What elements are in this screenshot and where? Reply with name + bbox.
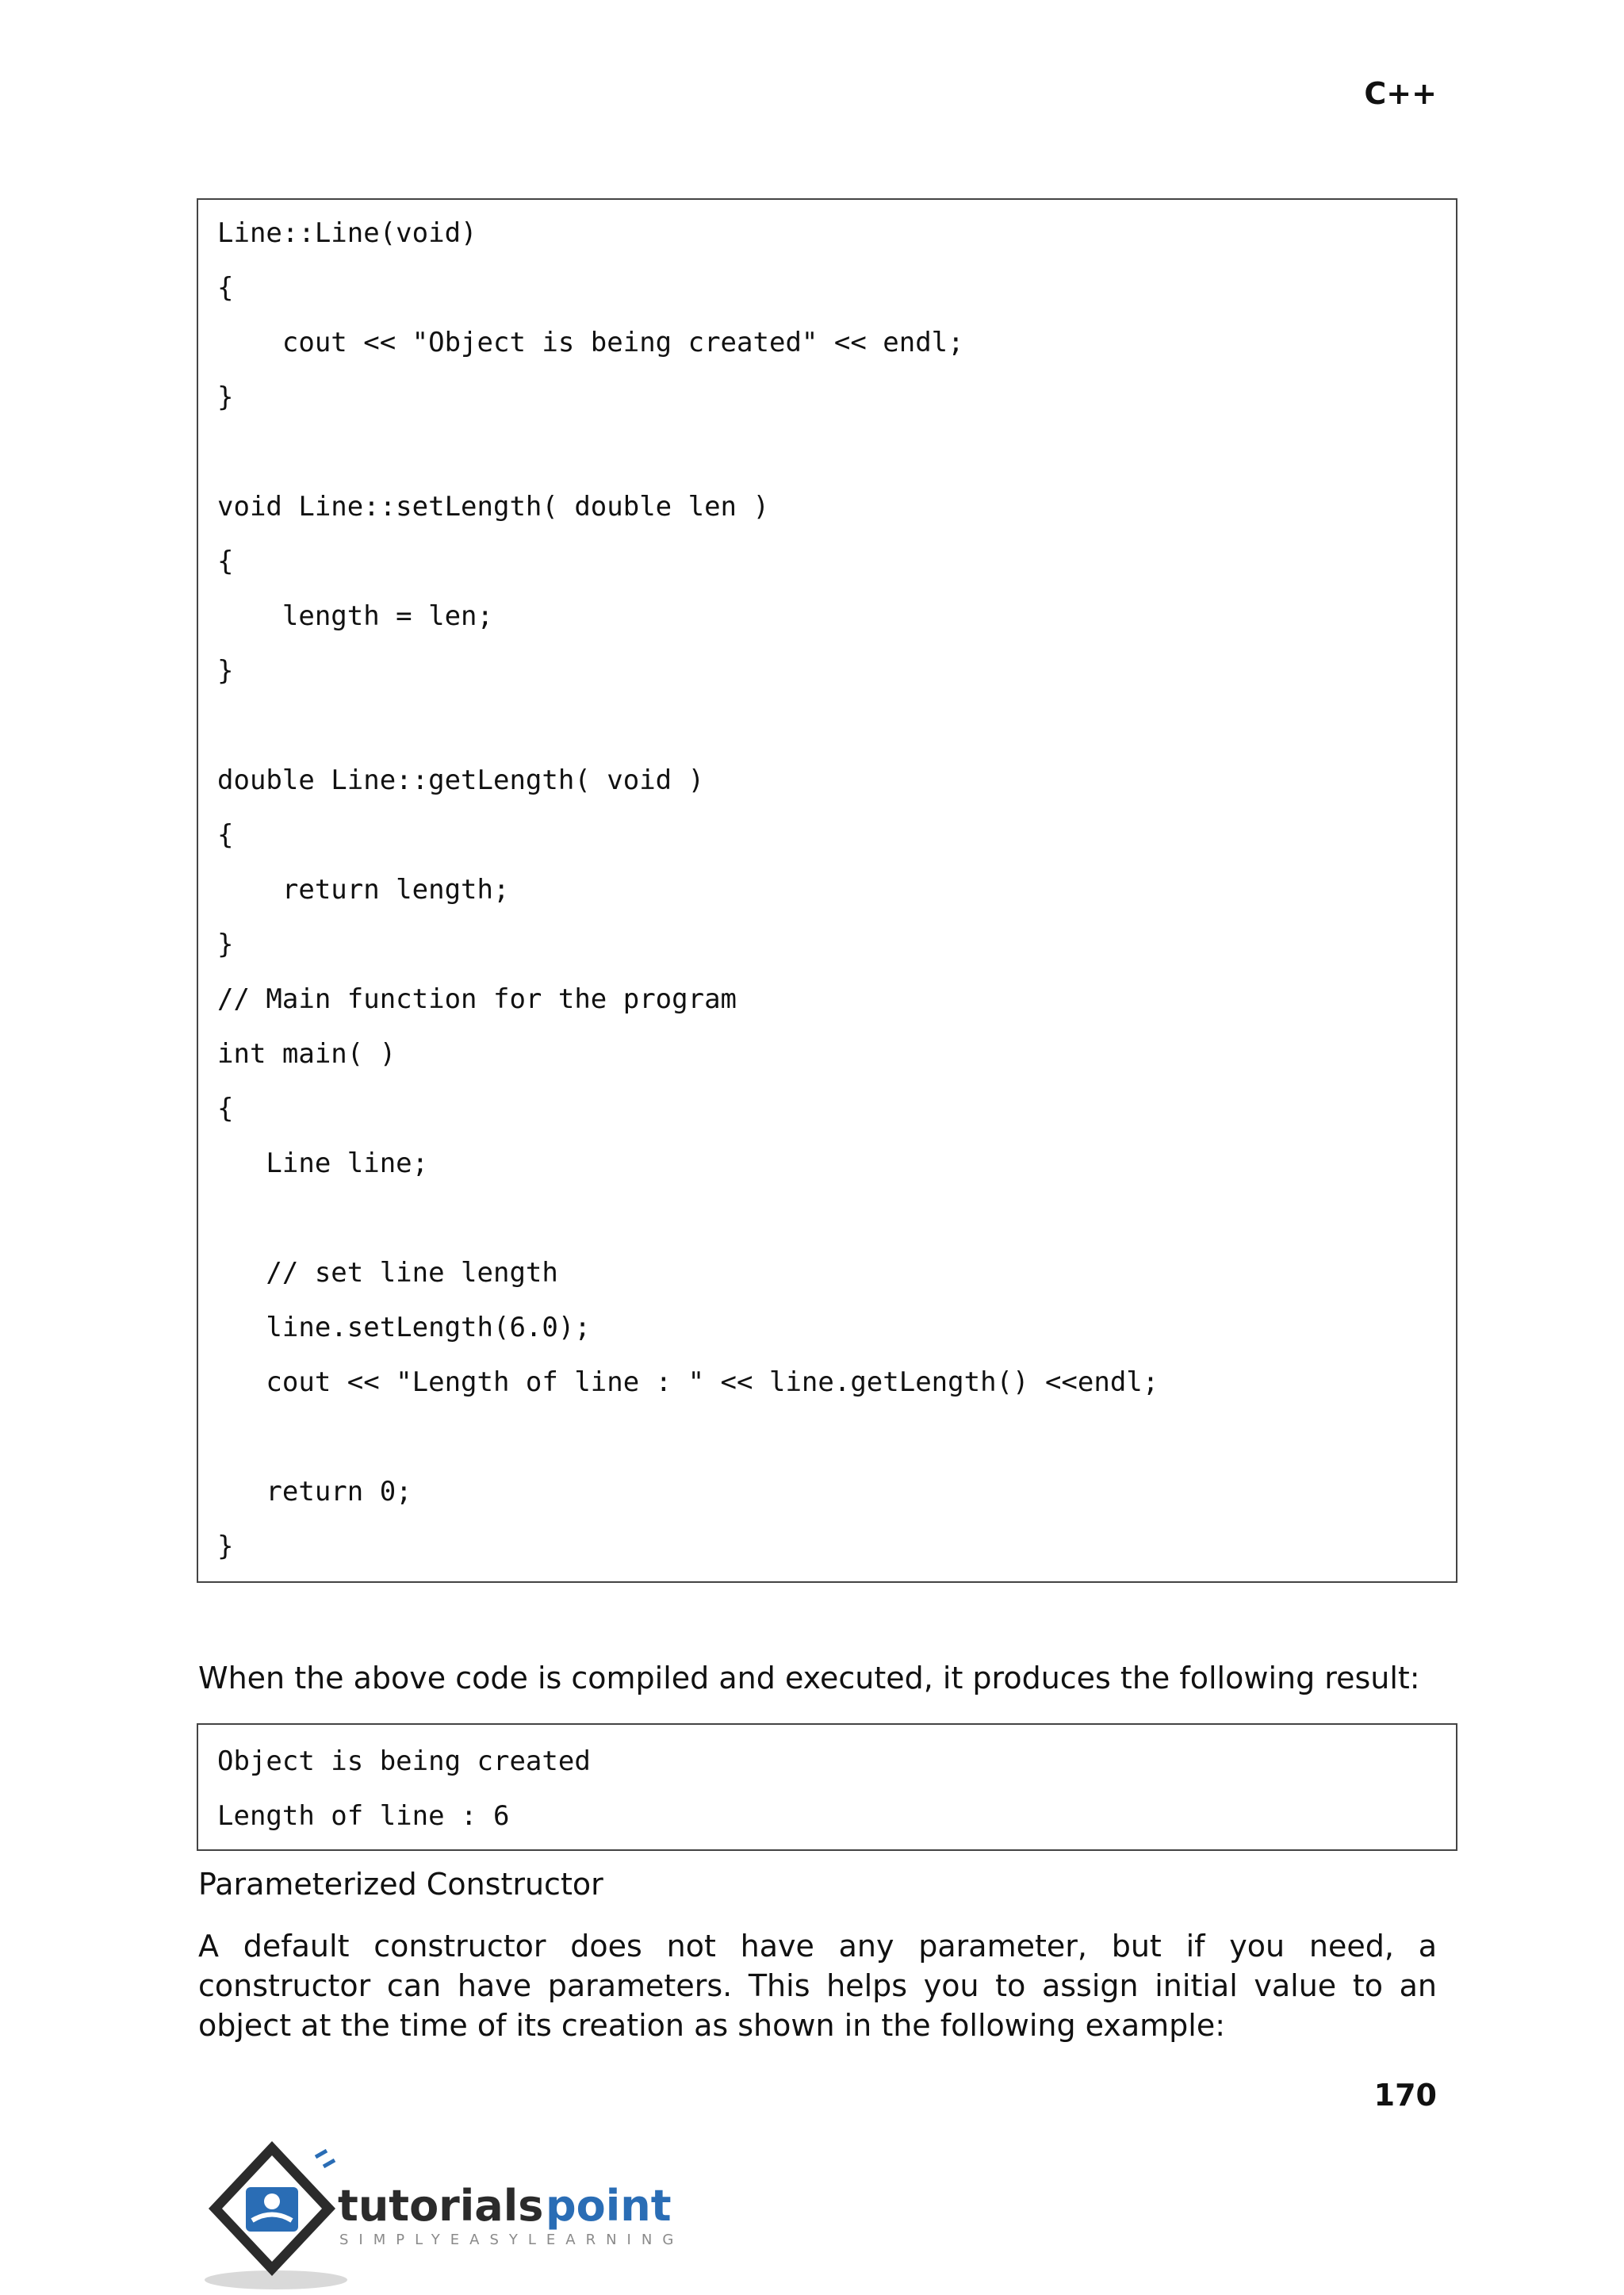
code-line: // set line length	[217, 1257, 558, 1289]
page-number: 170	[1373, 2078, 1437, 2113]
result-intro-text: When the above code is compiled and executed, it produces the following result:	[198, 1661, 1420, 1695]
code-line: cout << "Object is being created" << endl;	[217, 327, 964, 358]
code-line: {	[217, 819, 234, 851]
output-line: Length of line : 6	[217, 1800, 510, 1832]
output-line: Object is being created	[217, 1745, 591, 1777]
code-line: return 0;	[217, 1476, 412, 1508]
code-line: line.setLength(6.0);	[217, 1312, 591, 1343]
code-line: void Line::setLength( double len )	[217, 491, 769, 523]
code-line: length = len;	[217, 600, 493, 632]
paragraph-line: constructor can have parameters. This helps you to assign initial value to an	[198, 1968, 1437, 2003]
section-heading: Parameterized Constructor	[198, 1867, 603, 1902]
code-line: cout << "Length of line : " << line.getLength() <<endl;	[217, 1366, 1159, 1398]
code-line: Line line;	[217, 1148, 429, 1179]
logo-brand-first: tutorials	[338, 2181, 544, 2231]
tutorialspoint-logo	[197, 2133, 688, 2292]
code-line: return length;	[217, 874, 510, 906]
code-line: }	[217, 929, 234, 960]
code-line: }	[217, 1531, 234, 1562]
code-line: int main( )	[217, 1038, 396, 1070]
output-block	[197, 1723, 1457, 1851]
code-line: {	[217, 272, 234, 304]
code-line: {	[217, 546, 234, 577]
code-line: Line::Line(void)	[217, 217, 477, 249]
code-line: // Main function for the program	[217, 983, 737, 1015]
logo-graphic	[197, 2133, 688, 2292]
code-line: {	[217, 1093, 234, 1125]
code-line: double Line::getLength( void )	[217, 764, 705, 796]
code-line: }	[217, 381, 234, 413]
logo-brand-second: point	[546, 2181, 672, 2231]
code-line: }	[217, 655, 234, 687]
logo-tagline: SIMPLYEASYLEARNING	[339, 2232, 684, 2248]
document-header-title: C++	[1364, 76, 1437, 111]
code-block	[197, 198, 1457, 1583]
paragraph-line: A default constructor does not have any parameter, but if you need, a	[198, 1929, 1437, 1964]
paragraph-line: object at the time of its creation as shown in the following example:	[198, 2008, 1226, 2043]
